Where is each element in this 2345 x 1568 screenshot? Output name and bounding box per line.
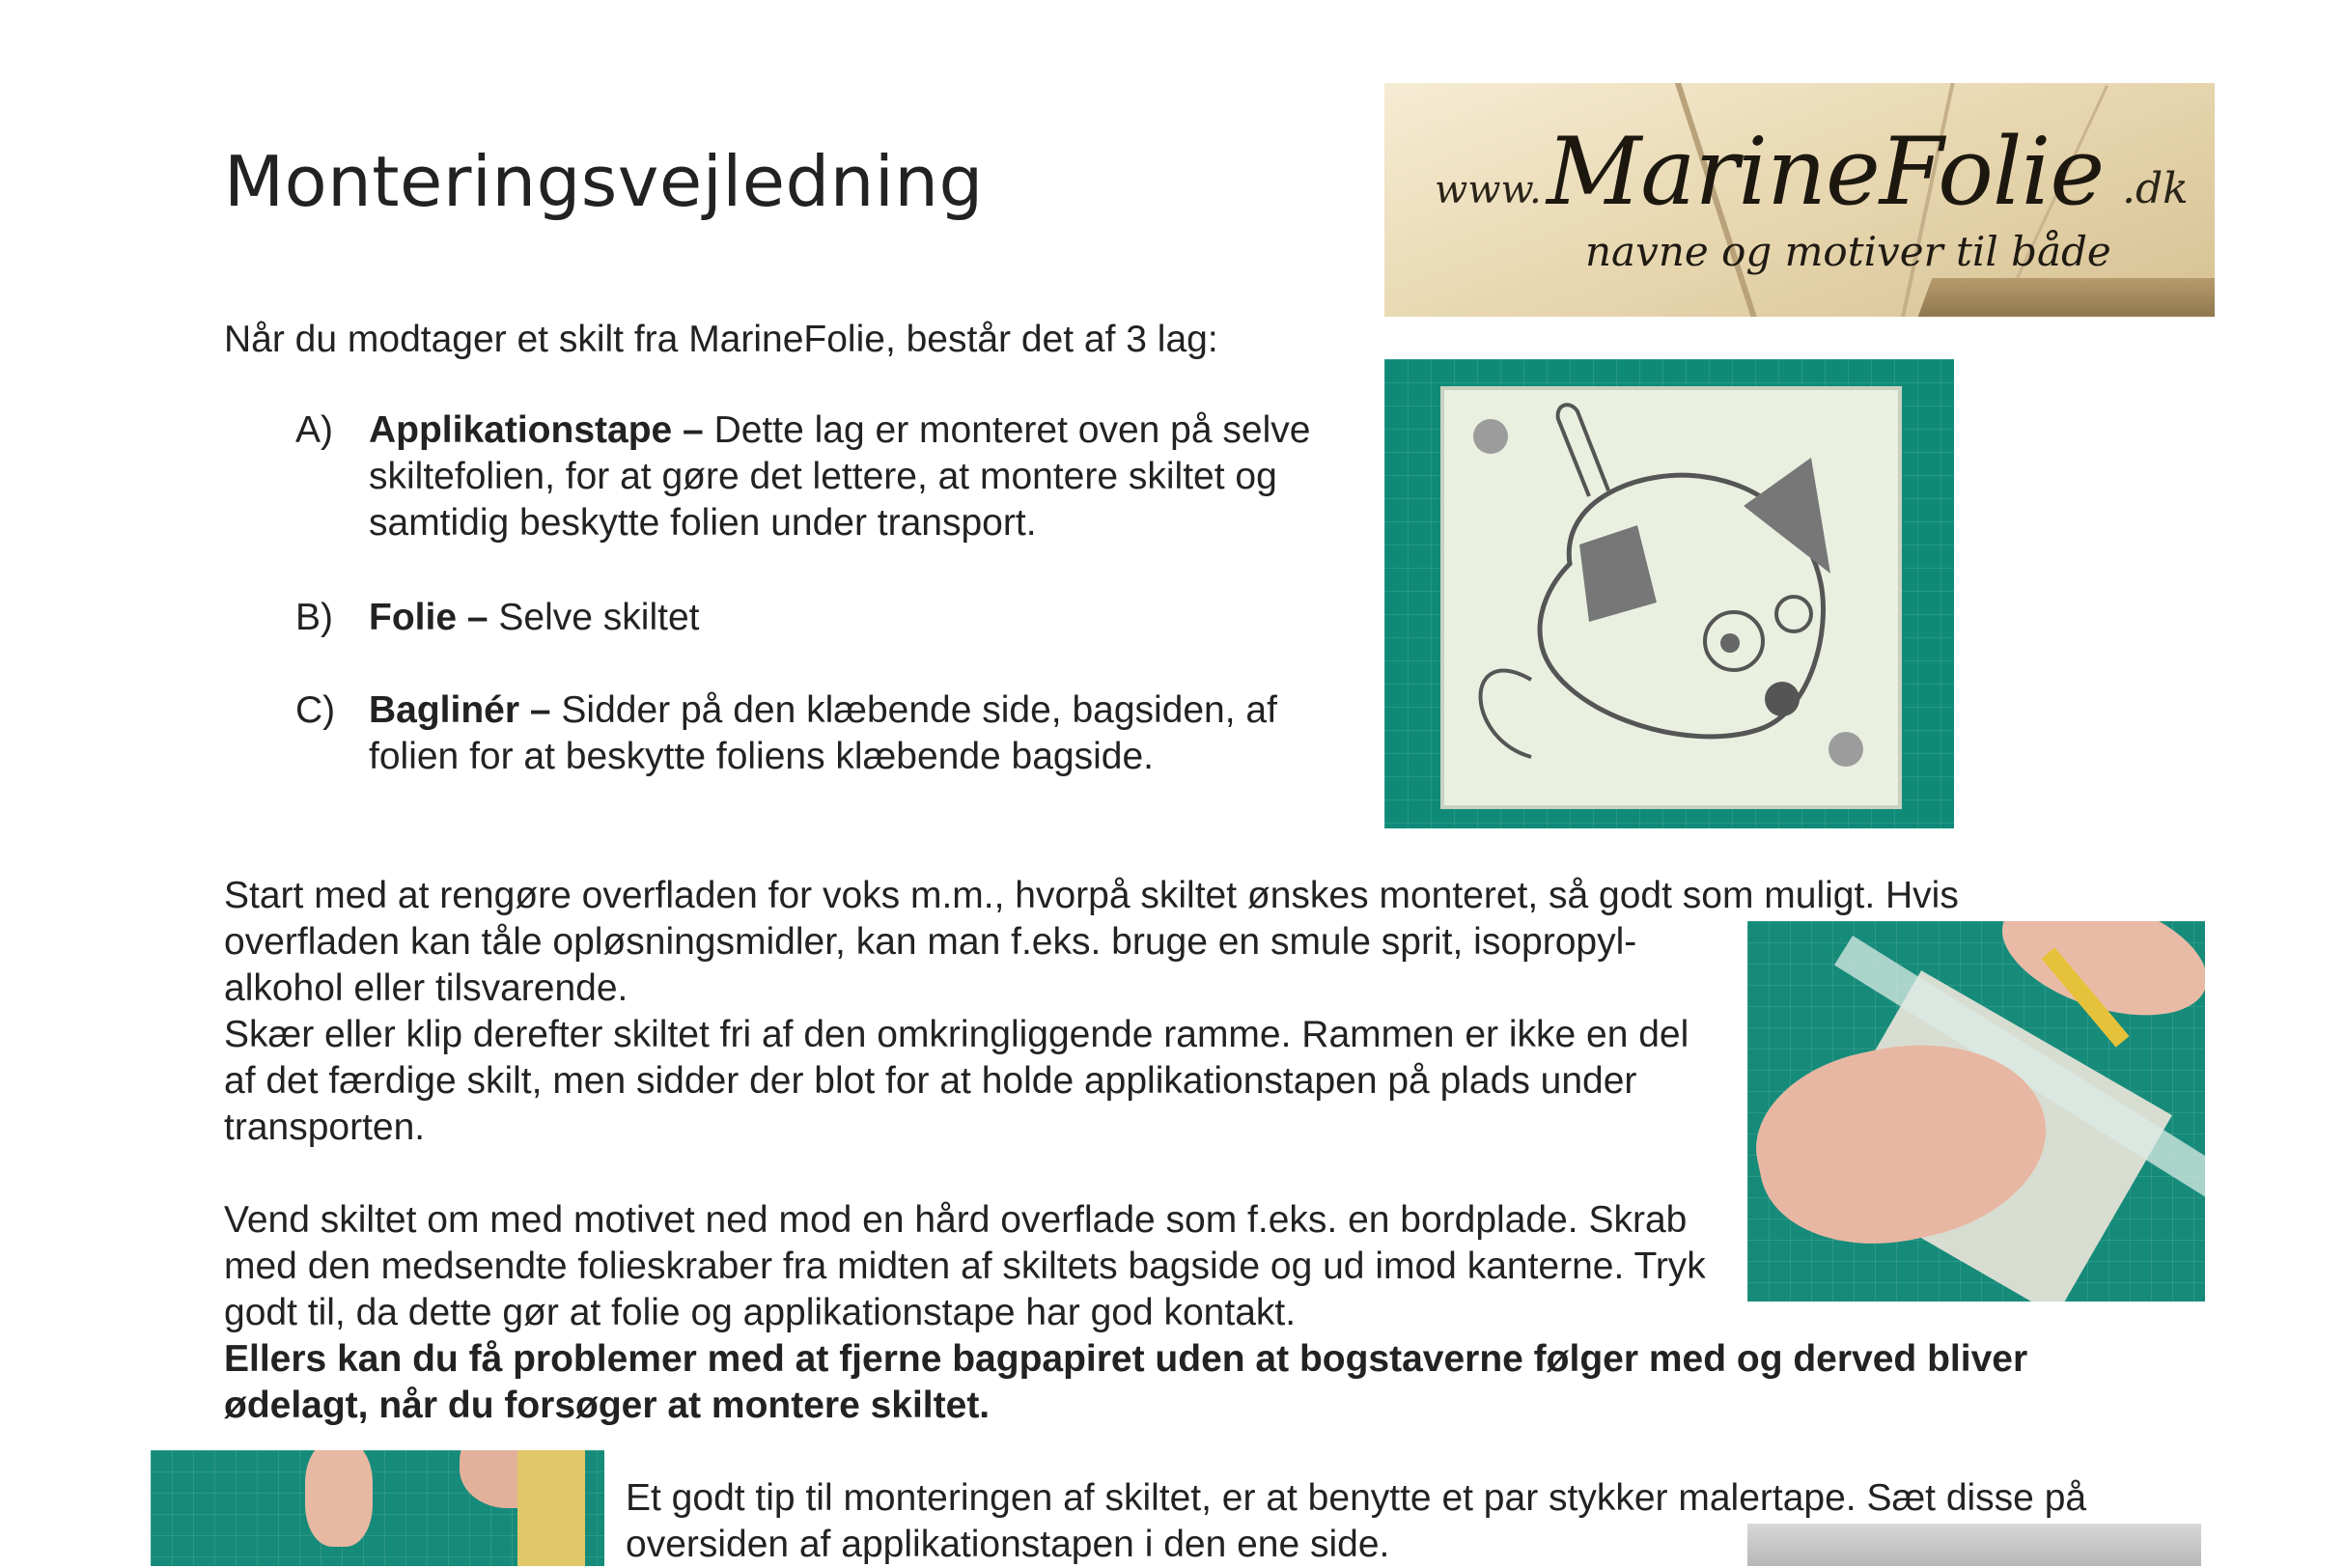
mouse-motif-image [1444,390,1898,805]
cutting-text: Skær eller klip derefter skiltet fri af den omkringliggende ramme. Rammen er ikke en del af det færdige skilt, men sidder der blot for at holde applikationstapen på plads under transporten. [224,1014,1689,1148]
mounting-photo [1747,1524,2201,1566]
logo-tagline: navne og motiver til både [1585,228,2111,275]
layer-name: Applikationstape – [369,409,704,451]
cutting-photo [1747,921,2205,1302]
page-title: Monteringsvejledning [224,141,984,222]
sticker-photo [1384,359,1954,828]
cleaning-line-1: Start med at rengøre overfladen for voks m.m., hvorpå skiltet ønskes monteret, så godt som muligt. Hvis [224,875,1959,916]
layer-body [369,407,1392,546]
layer-name: Folie – [369,597,489,638]
layer-letter: A) [295,409,333,451]
marinefolie-logo [1384,83,2215,317]
layer-text: Dette lag er monteret oven på selve skiltefolien, for at gøre det lettere, at montere skiltet og samtidig beskytte folien under transport. [369,409,1311,544]
intro-paragraph: Når du modtager et skilt fra MarineFolie, består det af 3 lag: [224,319,1218,360]
layer-text: Selve skiltet [488,597,700,638]
warning-paragraph: Ellers kan du få problemer med at fjerne bagpapiret uden at bogstaverne følger med og derved bliver ødelagt, når du forsøger at montere skiltet. [224,1338,2028,1426]
tape-photo [151,1450,604,1566]
logo-tld: .dk [2122,164,2189,213]
layer-body [369,595,1392,641]
logo-www: www. [1435,168,1542,212]
masking-tape-roll [517,1450,585,1566]
layer-body [369,687,1373,780]
finger [305,1450,373,1547]
logo-brand: MarineFolie [1547,118,2105,226]
layer-name: Baglinér – [369,689,551,731]
tip-paragraph: Et godt tip til monteringen af skiltet, er at benytte et par stykker malertape. Sæt disse på oversiden af applikationstapen i den ene side. [626,1477,2087,1565]
sticker-sheet [1440,386,1902,809]
scrape-paragraph: Vend skiltet om med motivet ned mod en hård overflade som f.eks. en bordplade. Skrab med den medsendte folieskraber fra midten af skiltets bagside og ud imod kanterne. Tryk godt til, da dette gør at folie og applikationstape har god kontakt. [224,1199,1706,1333]
layer-letter: C) [295,689,336,731]
cleaning-text: overfladen kan tåle opløsningsmidler, kan man f.eks. bruge en smule sprit, isopropyl-alkohol eller tilsvarende. [224,921,1637,1009]
boat-hull [1918,278,2215,317]
layer-text: Sidder på den klæbende side, bagsiden, af folien for at beskytte foliens klæbende bagside. [369,689,1277,777]
layer-letter: B) [295,597,333,638]
